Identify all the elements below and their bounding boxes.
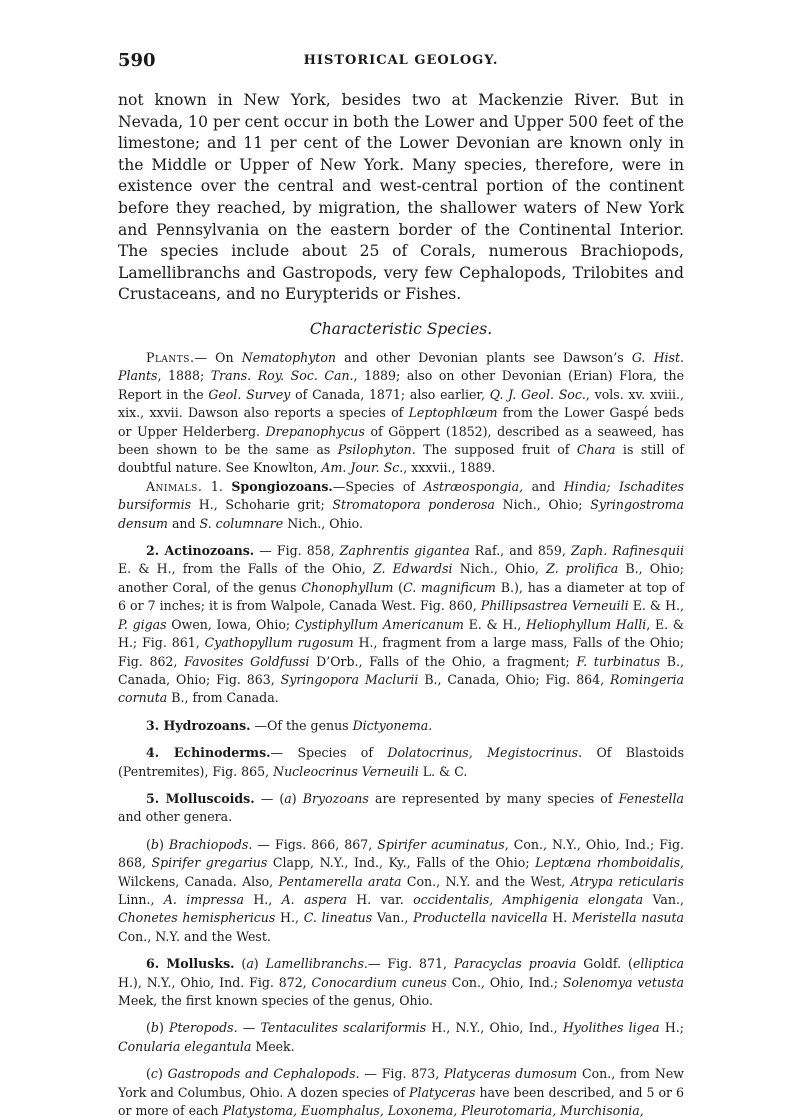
- text-run: L. & C.: [418, 763, 468, 779]
- text-run: B., Canada, Ohio; Fig. 863,: [118, 653, 684, 687]
- italic-run: Phillipsastrea Verneuili: [480, 598, 629, 614]
- text-run: —Of the genus: [250, 717, 353, 733]
- text-run: Of Blastoids (Pentremites), Fig. 865,: [118, 745, 685, 779]
- text-run: , 1889; also on other Devonian (Erian) Flora, the Report in the: [118, 368, 684, 402]
- text-run: , E. & H.; Fig. 861,: [118, 616, 684, 651]
- paragraph-plants: [118, 349, 684, 478]
- paragraph-mollusks: [118, 955, 684, 1010]
- paragraph-actinozoans: [118, 542, 684, 708]
- text-run: and other Devonian plants see Dawson’s: [335, 350, 632, 365]
- text-run: ): [291, 790, 303, 806]
- bold-run: Spongiozoans.: [231, 478, 333, 494]
- intro-paragraph: [118, 90, 684, 306]
- text-run: , 1888;: [157, 368, 211, 384]
- text-run: Clapp, N.Y., Ind., Ky., Falls of the Ohio;: [267, 855, 536, 871]
- italic-run: Cyathopyllum rugosum: [204, 635, 354, 651]
- text-run: Goldf. (: [576, 956, 633, 972]
- page-number: 590: [118, 50, 156, 71]
- text-run: (: [146, 1066, 151, 1082]
- italic-run: Syringopora Maclurii: [280, 671, 419, 687]
- text-run: H.,: [275, 910, 304, 926]
- text-run: — Species of: [270, 745, 388, 761]
- text-run: E. & H.,: [628, 598, 684, 614]
- italic-run: Platyceras: [409, 1084, 476, 1100]
- italic-run: Spirifer acuminatus: [377, 836, 505, 852]
- text-run: from the Lower Gaspé beds or Upper Helderberg.: [118, 405, 684, 439]
- text-run: , vols. xv. xviii., xix., xxvii. Dawson also reports a species of: [118, 386, 685, 421]
- italic-run: Favosites Goldfussi: [184, 653, 310, 669]
- text-run: H.), N.Y., Ohio, Ind. Fig. 872,: [118, 974, 312, 990]
- italic-run: Fenestella: [618, 790, 685, 806]
- italic-run: b: [150, 836, 159, 852]
- italic-run: Heliophyllum Halli: [525, 616, 647, 632]
- italic-run: Conularia elegantula: [118, 1038, 252, 1054]
- italic-run: A. aspera: [281, 891, 347, 907]
- italic-run: Drepanophycus: [265, 423, 365, 439]
- text-run: ): [157, 1066, 168, 1082]
- text-run: are represented by many species of: [368, 790, 619, 806]
- text-run: and other genera.: [118, 809, 233, 825]
- section-heading: Characteristic Species.: [309, 320, 493, 338]
- text-run: (: [146, 1020, 151, 1036]
- text-run: — Fig. 873,: [359, 1066, 444, 1082]
- italic-run: Nucleocrinus Verneuili: [273, 763, 419, 779]
- text-run: Meek.: [251, 1038, 295, 1054]
- italic-run: Q. J. Geol. Soc.: [489, 386, 586, 402]
- italic-run: Spirifer gregarius: [151, 855, 268, 871]
- italic-run: elliptica: [632, 956, 684, 972]
- text-run: Con., N.Y. and the West,: [401, 873, 571, 889]
- italic-run: Z. prolifica: [546, 561, 619, 577]
- italic-run: Nematophyton: [241, 350, 336, 365]
- italic-run: Pentamerella arata: [278, 873, 402, 889]
- text-run: H.,: [243, 891, 282, 907]
- italic-run: P. gigas: [118, 616, 167, 632]
- text-run: —: [237, 1020, 261, 1036]
- italic-run: Brachiopods.: [168, 836, 253, 852]
- paragraph-molluscoids: [118, 790, 684, 827]
- text-run: Con., N.Y. and the West.: [118, 928, 271, 944]
- paragraph-brachiopods: [118, 836, 684, 946]
- paragraph-echinoderms: [118, 744, 684, 781]
- italic-run: Chonophyllum: [301, 579, 394, 595]
- text-run: — Fig. 871,: [367, 956, 454, 972]
- italic-run: Paracyclas proavia: [453, 956, 577, 972]
- italic-run: Psilophyton: [337, 442, 412, 458]
- text-run: Raf., and 859,: [469, 543, 571, 559]
- italic-run: Geol. Survey: [208, 386, 291, 402]
- italic-run: Solenomya vetusta: [562, 974, 684, 990]
- text-run: ): [253, 956, 266, 972]
- bold-run: 3. Hydrozoans.: [146, 717, 251, 733]
- page-header: [118, 50, 684, 74]
- text-run: H., Schoharie grit;: [191, 497, 333, 513]
- text-run: , xxxvii., 1889.: [403, 460, 496, 476]
- italic-run: Pteropods.: [169, 1020, 238, 1036]
- text-run: (: [393, 579, 404, 595]
- italic-run: Romingeria cornuta: [118, 671, 684, 706]
- italic-run: Hindia; Ischadites bursiformis: [118, 478, 684, 513]
- bold-run: 4. Echinoderms.: [146, 745, 271, 761]
- italic-run: Zaphrentis gigantea: [339, 543, 470, 559]
- italic-run: Bryozoans: [302, 790, 369, 806]
- italic-run: Zaph. Rafinesquii: [570, 543, 684, 559]
- intro-text: not known in New York, besides two at Mackenzie River. But in Nevada, 10 per cent occur in both the Lower and Upper 500 feet of the limestone; and 11 per cent of the Lower Devonian are known only in the Middle or Upper of New York. Many species, therefore, were in existence over the central and west-central portion of the continent before they reached, by migration, the shallower waters of New York and Pennsylvania on the eastern border of the Continental Interior. The species include about 25 of Corals, numerous Brachiopods, Lamellibranchs and Gastropods, very few Cephalopods, Trilobites and Crustaceans, and no Eurypterids or Fishes.: [118, 91, 684, 304]
- text-run: and: [167, 515, 200, 531]
- italic-run: Chara: [576, 442, 616, 458]
- text-run: (: [234, 956, 247, 972]
- text-run: ): [158, 1020, 170, 1036]
- text-run: , Wilckens, Canada. Also,: [118, 855, 685, 889]
- bold-run: 6. Mollusks.: [146, 956, 235, 972]
- species-list: [118, 349, 684, 1120]
- italic-run: b: [150, 1020, 159, 1036]
- text-run: E. & H.,: [463, 616, 526, 632]
- text-run: H.: [547, 910, 572, 926]
- text-run: Van.,: [372, 910, 414, 926]
- text-run: B.), has a diameter at top of 6 or 7 inches; it is from Walpole, Canada West. Fig. 860,: [118, 579, 684, 614]
- plants-label: Plants.: [146, 350, 195, 365]
- text-run: Linn.,: [118, 891, 164, 907]
- running-title: HISTORICAL GEOLOGY.: [303, 53, 499, 68]
- text-run: of Canada, 1871; also earlier,: [290, 386, 490, 402]
- italic-run: Hyolithes ligea: [562, 1020, 660, 1036]
- italic-run: Lamellibranchs.: [265, 956, 368, 972]
- italic-run: a: [284, 790, 292, 806]
- italic-run: Platystoma, Euomphalus, Loxonema, Pleurotomaria, Murchisonia,: [222, 1103, 644, 1119]
- text-run: Nich., Ohio,: [452, 561, 547, 577]
- italic-run: c: [150, 1066, 158, 1082]
- text-run: of Göppert (1852), described as a seaweed, has been shown to be the same as: [118, 423, 684, 458]
- italic-run: Z. Edwardsi: [372, 561, 453, 577]
- text-run: H. var.: [346, 891, 414, 907]
- italic-run: G. Hist. Plants: [118, 350, 684, 384]
- text-run: Nich., Ohio;: [494, 497, 591, 513]
- italic-run: Dolatocrinus, Megistocrinus.: [387, 745, 583, 761]
- italic-run: Atrypa reticularis: [570, 873, 684, 889]
- italic-run: A. impressa: [163, 891, 244, 907]
- bold-run: 2. Actinozoans.: [146, 543, 255, 559]
- italic-run: C. lineatus: [303, 910, 373, 926]
- italic-run: Gastropods and Cephalopods.: [167, 1066, 360, 1082]
- text-run: Con., Ohio, Ind.;: [446, 974, 563, 990]
- italic-run: Dictyonema.: [352, 717, 433, 733]
- italic-run: F. turbinatus: [576, 653, 661, 669]
- text-run: — Fig. 858,: [254, 543, 340, 559]
- text-run: Owen, Iowa, Ohio;: [166, 616, 295, 632]
- text-run: H., N.Y., Ohio, Ind.,: [426, 1020, 563, 1036]
- text-run: Con., from New York and Columbus, Ohio. A dozen species of: [118, 1066, 684, 1100]
- text-run: is still of doubtful nature. See Knowlton,: [118, 442, 684, 476]
- italic-run: Meristella nasuta: [571, 910, 684, 926]
- italic-run: Tentaculites scalariformis: [260, 1020, 427, 1036]
- animals-label: Animals.: [146, 478, 203, 494]
- italic-run: Conocardium cuneus: [311, 974, 447, 990]
- italic-run: a: [246, 956, 254, 972]
- italic-run: Cystiphyllum Americanum: [294, 616, 464, 632]
- italic-run: Leptæna rhomboidalis: [535, 855, 681, 871]
- italic-run: occidentalis, Amphigenia elongata: [413, 891, 644, 907]
- text-run: B., from Canada.: [167, 690, 279, 706]
- italic-run: Platyceras dumosum: [443, 1066, 578, 1082]
- italic-run: Astræospongia,: [423, 478, 524, 494]
- paragraph-spongiozoans: [118, 478, 684, 533]
- italic-run: Syringostroma densum: [118, 497, 685, 531]
- italic-run: Stromatopora ponderosa: [332, 497, 495, 513]
- text-run: D’Orb., Falls of the Ohio, a fragment;: [309, 653, 577, 669]
- bold-run: 5. Molluscoids.: [146, 790, 255, 806]
- italic-run: Leptophlœum: [408, 405, 498, 421]
- text-run: — Figs. 866, 867,: [252, 836, 378, 852]
- italic-run: Trans. Roy. Soc. Can.: [210, 368, 354, 384]
- text-run: H., fragment from a large mass, Falls of the Ohio; Fig. 862,: [118, 635, 684, 669]
- text-run: ): [158, 836, 169, 852]
- paragraph-pteropods: [118, 1019, 684, 1056]
- italic-run: Am. Jour. Sc.: [321, 460, 404, 476]
- italic-run: S. columnare: [199, 515, 284, 531]
- text-run: Meek, the first known species of the genus, Ohio.: [118, 993, 433, 1008]
- text-run: 1.: [202, 478, 232, 494]
- text-run: have been described, and 5 or 6 or more of each: [118, 1084, 684, 1119]
- text-run: E. & H., from the Falls of the Ohio,: [118, 561, 373, 577]
- text-run: — (: [254, 790, 285, 806]
- text-run: , Con., N.Y., Ohio, Ind.; Fig. 868,: [118, 836, 684, 871]
- text-run: — On: [194, 350, 242, 365]
- text-run: H.;: [659, 1020, 684, 1036]
- text-run: . The supposed fruit of: [411, 442, 577, 458]
- paragraph-hydrozoans: [118, 717, 684, 735]
- text-run: and: [523, 478, 564, 494]
- italic-run: Chonetes hemisphericus: [118, 910, 276, 926]
- text-run: (: [146, 836, 151, 852]
- paragraph-gastropods: [118, 1065, 684, 1120]
- text-run: Van.,: [643, 891, 684, 907]
- italic-run: C. magnificum: [403, 579, 496, 595]
- text-run: B., Canada, Ohio; Fig. 864,: [418, 671, 611, 687]
- italic-run: Productella navicella: [413, 910, 548, 926]
- text-run: B., Ohio; another Coral, of the genus: [118, 561, 684, 595]
- text-run: —Species of: [332, 478, 424, 494]
- text-run: Nich., Ohio.: [283, 515, 363, 531]
